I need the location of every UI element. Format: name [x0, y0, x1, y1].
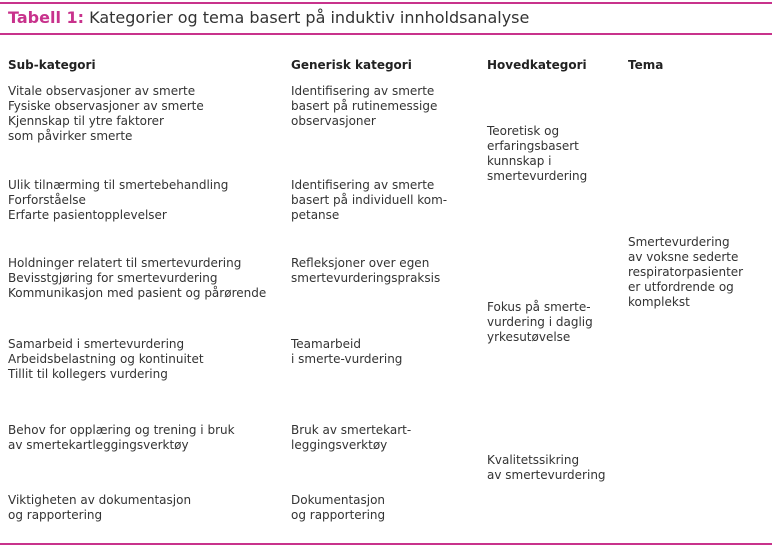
- header-sub-kategori: Sub-kategori: [8, 58, 96, 72]
- hovedkategori-cell-3: Kvalitetssikring av smertevurdering: [487, 453, 606, 482]
- tema-cell-1: Smertevurdering av voksne sederte respiratorpasienter er utfordrende og komplekst: [628, 235, 744, 309]
- header-hovedkategori: Hovedkategori: [487, 58, 587, 72]
- sub-kategori-cell-4: Samarbeid i smertevurdering Arbeidsbelastning og kontinuitet Tillit til kollegers vurdering: [8, 337, 204, 381]
- top-rule: [0, 2, 772, 4]
- table-title-label: Tabell 1:: [8, 8, 85, 27]
- bottom-rule: [0, 543, 772, 545]
- sub-kategori-cell-6: Viktigheten av dokumentasjon og rapportering: [8, 493, 192, 522]
- generisk-kategori-cell-2: Identifisering av smerte basert på individuell kom- petanse: [291, 178, 448, 222]
- header-tema: Tema: [628, 58, 664, 72]
- title-divider: [0, 33, 772, 35]
- sub-kategori-cell-3: Holdninger relatert til smertevurdering Bevisstgjøring for smertevurdering Kommunikasjon med pasient og pårørende: [8, 256, 267, 300]
- header-generisk-kategori: Generisk kategori: [291, 58, 412, 72]
- sub-kategori-cell-2: Ulik tilnærming til smertebehandling Forforståelse Erfarte pasientopplevelser: [8, 178, 229, 222]
- generisk-kategori-cell-3: Refleksjoner over egen smertevurderingspraksis: [291, 256, 441, 285]
- generisk-kategori-cell-5: Bruk av smertekart- leggingsverktøy: [291, 423, 412, 452]
- hovedkategori-cell-1: Teoretisk og erfaringsbasert kunnskap i smertevurdering: [487, 124, 588, 183]
- generisk-kategori-cell-4: Teamarbeid i smerte-vurdering: [291, 337, 403, 366]
- sub-kategori-cell-5: Behov for opplæring og trening i bruk av smertekartleggingsverktøy: [8, 423, 235, 452]
- generisk-kategori-cell-1: Identifisering av smerte basert på rutinemessige observasjoner: [291, 84, 438, 128]
- table-title: [8, 8, 529, 28]
- generisk-kategori-cell-6: Dokumentasjon og rapportering: [291, 493, 386, 522]
- hovedkategori-cell-2: Fokus på smerte- vurdering i daglig yrkesutøvelse: [487, 300, 593, 344]
- table-title-text: Kategorier og tema basert på induktiv innholdsanalyse: [84, 8, 530, 27]
- sub-kategori-cell-1: Vitale observasjoner av smerte Fysiske observasjoner av smerte Kjennskap til ytre faktorer som påvirker smerte: [8, 84, 204, 143]
